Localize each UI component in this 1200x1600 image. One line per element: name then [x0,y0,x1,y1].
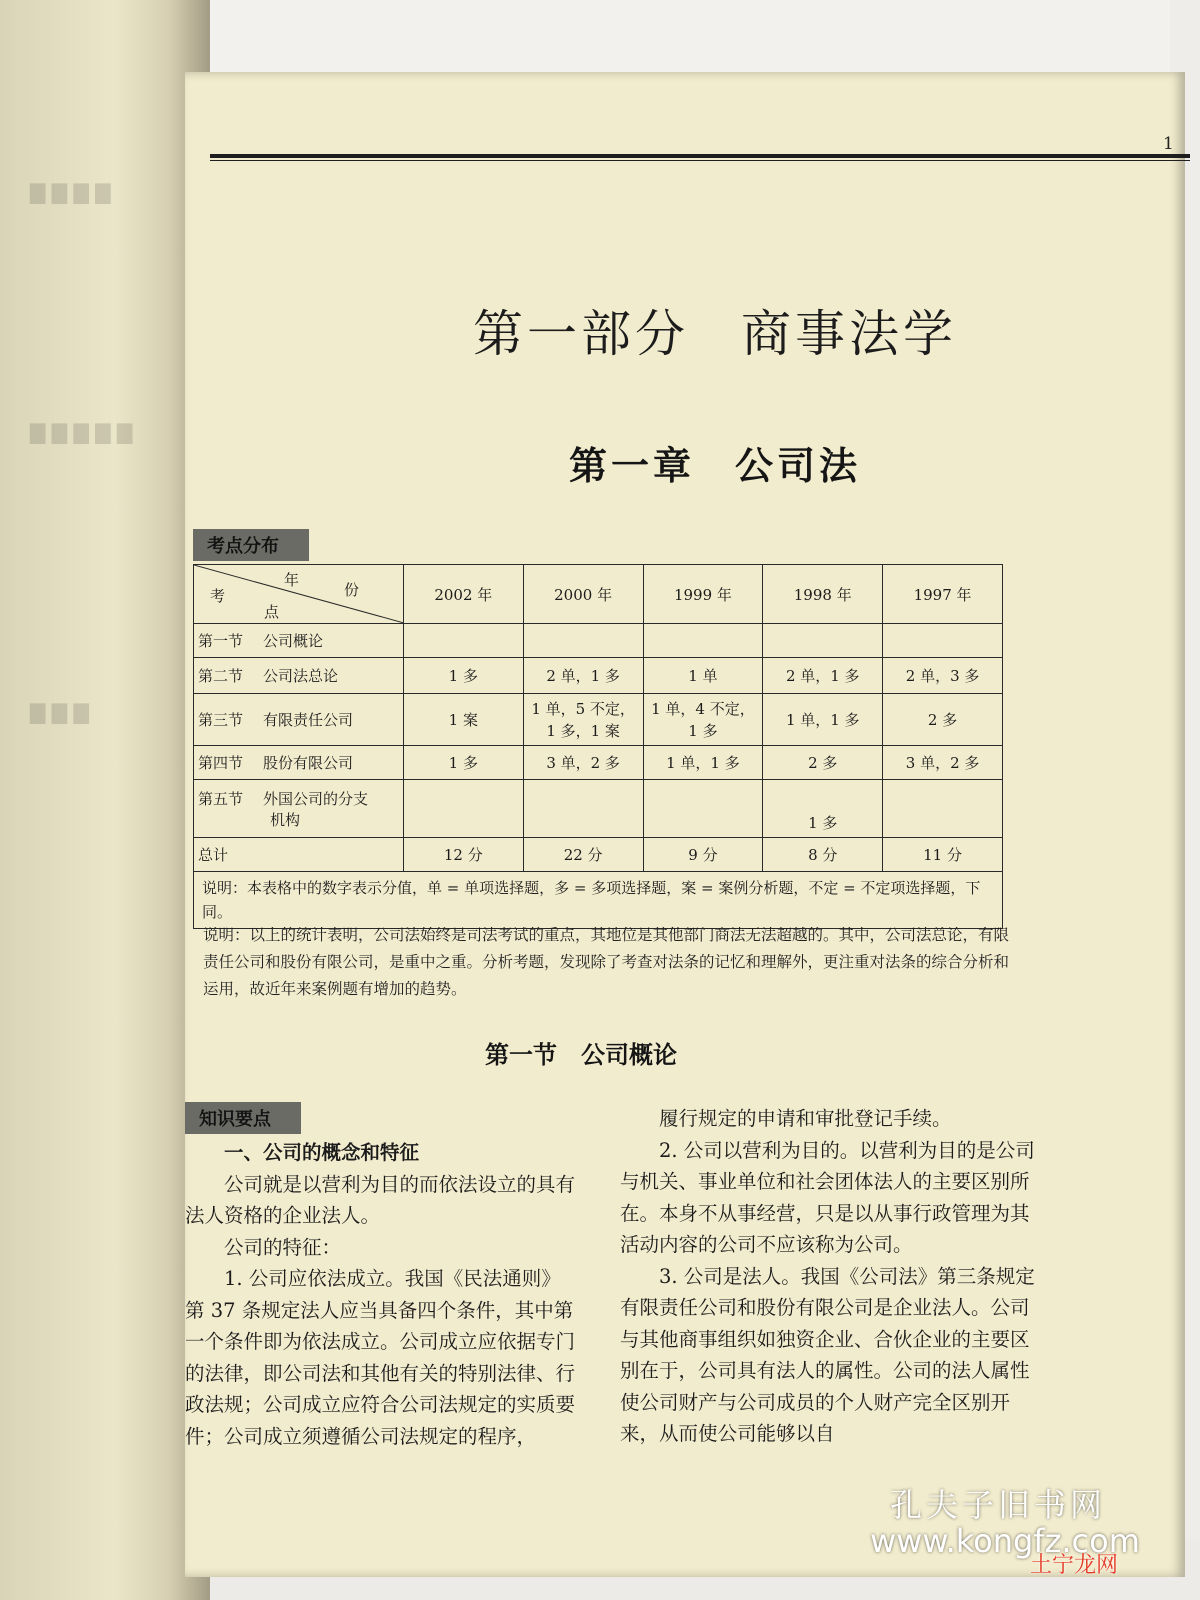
corner-year-2: 份 [344,581,360,599]
section-title [485,1035,677,1070]
exam-distribution-tag: 考点分布 [193,529,309,561]
table-cell [403,780,523,838]
knowledge-points-tag: 知识要点 [185,1102,301,1134]
table-cell [643,624,763,658]
table-cell: 1 单 [643,658,763,694]
year-header: 1998 年 [763,565,883,624]
cell-line: 1 单，5 不定， [531,699,635,718]
table-row [194,624,1003,658]
part-number: 第一部分 [473,305,689,363]
book-page [185,72,1185,1577]
table-cell: 1 多 [763,780,883,838]
left-page-ghost-text: ▇ ▇ ▇ [30,700,89,724]
paragraph: 2. 公司以营利为目的。以营利为目的是公司与机关、事业单位和社会团体法人的主要区别所在。本身不从事经营，只是以从事行政管理为其活动内容的公司不应该称为公司。 [620,1138,1035,1256]
section-number: 第三节 [198,711,244,729]
year-header: 2000 年 [523,565,643,624]
table-cell [523,694,643,746]
concept-heading: 一、公司的概念和特征 [224,1141,420,1164]
header-rule [210,154,1190,158]
table-cell: 2 单，3 多 [883,658,1003,694]
section-label: 股份有限公司 [263,754,354,772]
section-label-cont: 机构 [270,810,301,829]
chapter-number: 第一章 [568,443,695,488]
table-cell: 3 单，2 多 [523,746,643,780]
table-cell: 2 多 [883,694,1003,746]
table-note: 说明：本表格中的数字表示分值，单 = 单项选择题，多 = 多项选择题，案 = 案例分析题，不定 = 不定项选择题，下同。 [194,872,1003,929]
section-number: 第一节 [485,1040,557,1069]
row-label [194,780,404,838]
table-cell: 1 单，1 多 [763,694,883,746]
section-label: 外国公司的分支 [263,789,369,808]
left-page-ghost-text: ▇ ▇ ▇ ▇ ▇ [30,420,133,444]
year-header: 2002 年 [403,565,523,624]
table-cell: 1 多 [403,746,523,780]
table-corner-cell [194,565,404,624]
section-number: 第一节 [198,632,244,650]
year-header: 1997 年 [883,565,1003,624]
table-cell [643,694,763,746]
table-row [194,746,1003,780]
left-page-edge [0,0,210,1600]
paragraph: 履行规定的申请和审批登记手续。 [659,1107,952,1130]
row-label [194,746,404,780]
table-cell: 2 多 [763,746,883,780]
table-cell [763,624,883,658]
table-cell: 2 单，1 多 [523,658,643,694]
table-cell: 3 单，2 多 [883,746,1003,780]
exam-distribution-table [193,564,1003,929]
chapter-name: 公司法 [735,443,862,488]
cell-line: 1 多，1 案 [546,721,620,740]
total-cell: 8 分 [763,838,883,872]
watermark-badge: 土宁龙网 [1030,1553,1119,1578]
total-cell: 12 分 [403,838,523,872]
table-row [194,658,1003,694]
table-cell [883,624,1003,658]
section-label: 公司法总论 [263,667,339,685]
paragraph: 公司的特征： [224,1235,342,1259]
table-total-row [194,838,1003,872]
table-cell [643,780,763,838]
table-cell: 1 单，1 多 [643,746,763,780]
part-title [365,294,1065,366]
table-cell [523,624,643,658]
total-label: 总计 [194,838,404,872]
table-cell [403,624,523,658]
cell-line: 1 多 [688,721,718,740]
corner-diagonal [194,565,403,623]
row-label [194,694,404,746]
table-cell [523,780,643,838]
paragraph: 1. 公司应依法成立。我国《民法通则》第 37 条规定法人应当具备四个条件，其中第一个条件即为依法成立。公司成立应依据专门的法律，即公司法和其他有关的特别法律、行政法规；公司成立应符合公司法规定的实质要件；公司成立须遵循公司法规定的程序， [185,1267,576,1448]
chapter-title [385,435,1045,490]
right-text-column [620,1103,1040,1450]
corner-point-1: 考 [210,587,226,605]
total-cell: 9 分 [643,838,763,872]
header-rule-thin [210,160,1190,161]
row-label [194,624,404,658]
section-name: 公司概论 [581,1040,677,1069]
section-number: 第二节 [198,667,244,685]
watermark-text: 孔夫子旧书网 [890,1486,1107,1524]
section-label: 公司概论 [263,632,324,650]
table-cell [883,780,1003,838]
left-text-column [185,1137,580,1452]
table-cell: 1 多 [403,658,523,694]
table-cell: 2 单，1 多 [763,658,883,694]
paragraph: 公司就是以营利为目的而依法设立的具有法人资格的企业法人。 [185,1172,576,1227]
corner-point-2: 点 [264,603,280,621]
page-number: 1 [1163,134,1174,154]
table-row [194,780,1003,838]
total-cell: 22 分 [523,838,643,872]
table-header-row [194,565,1003,624]
total-cell: 11 分 [883,838,1003,872]
paragraph: 3. 公司是法人。我国《公司法》第三条规定有限责任公司和股份有限公司是企业法人。公司与其他商事组织如独资企业、合伙企业的主要区别在于，公司具有法人的属性。公司的法人属性使公司财产与公司成员的个人财产完全区别开来，从而使公司能够以自 [620,1264,1035,1445]
section-number: 第四节 [198,754,244,772]
table-note-row [194,872,1003,929]
table-cell: 1 案 [403,694,523,746]
part-name: 商事法学 [741,305,957,363]
table-row [194,694,1003,746]
section-label: 有限责任公司 [263,711,354,729]
summary-paragraph: 说明：以上的统计表明，公司法始终是司法考试的重点，其地位是其他部门商法无法超越的。其中，公司法总论，有限责任公司和股份有限公司，是重中之重。分析考题，发现除了考查对法条的记忆和理解外，更注重对法条的综合分析和运用，故近年来案例题有增加的趋势。 [203,926,1010,998]
year-header: 1999 年 [643,565,763,624]
row-label [194,658,404,694]
watermark-url: www.kongfz.com [870,1522,1140,1560]
section-number: 第五节 [198,789,244,808]
left-page-ghost-text: ▇ ▇ ▇ ▇ [30,180,111,204]
cell-line: 1 单，4 不定， [651,699,755,718]
corner-year-1: 年 [284,571,300,589]
